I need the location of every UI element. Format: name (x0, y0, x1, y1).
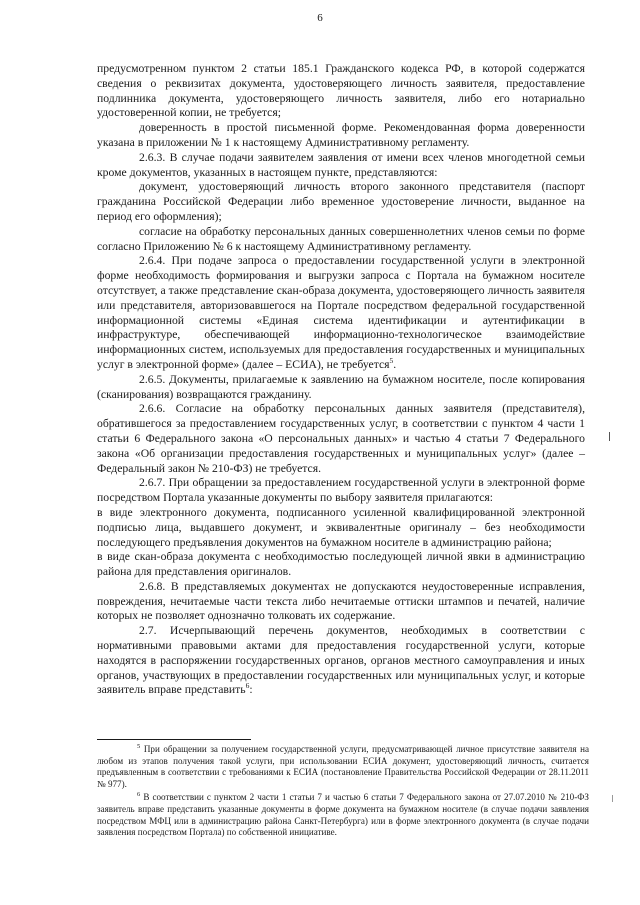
document-body (97, 62, 585, 698)
paragraph: 2.7. Исчерпывающий перечень документов, необходимых в соответствии с нормативными правовыми актами для предоставления государственной услуги, которые находятся в распоряжении государственных органов, органов местного самоуправления и иных органов, участвующих в предоставлении государственных или муниципальных услуг, и которые заявитель вправе представить$^6$: (97, 624, 585, 697)
footnotes (97, 744, 589, 839)
footnote-text: В соответствии с пунктом 2 части 1 статьи 7 и частью 6 статьи 7 Федерального закона от 27.07.2010 № 210-ФЗ заявитель вправе представить указанные документы в форме документа на бумажном носителе (в случае подачи заявления посредством МФЦ или в администрацию района Санкт-Петербурга) или в форме электронного документа (в случае подачи заявления посредством Портала) по собственной инициативе. (97, 792, 589, 838)
footnote-divider (97, 739, 251, 740)
paragraph: 2.6.7. При обращении за предоставлением государственной услуги в электронной форме посредством Портала указанные документы по выбору заявителя прилагаются: (97, 476, 585, 505)
footnote-reference: 6 (245, 681, 250, 691)
paragraph: в виде скан-образа документа с необходимостью последующей личной явки в администрацию района для представления оригиналов. (97, 550, 585, 579)
paragraph: доверенность в простой письменной форме. Рекомендованная форма доверенности указана в приложении № 1 к настоящему Административному регламенту. (97, 121, 585, 149)
footnote (97, 744, 589, 790)
paragraph: предусмотренном пунктом 2 статьи 185.1 Гражданского кодекса РФ, в которой содержатся сведения о реквизитах документа, удостоверяющего личность заявителя, предоставление подлинника документа, удостоверяющего личность заявителя, либо его нотариально удостоверенной копии, не требуется; (97, 62, 585, 120)
paragraph: 2.6.6. Согласие на обработку персональных данных заявителя (представителя), обратившегося за предоставлением государственных услуг, в соответствии с пунктом 4 части 1 статьи 6 Федерального закона «О персональных данных» и частью 4 статьи 7 Федерального закона «Об организации предоставления государственных и муниципальных услуг» (далее – Федеральный закон № 210-ФЗ) не требуется. (97, 402, 585, 475)
paragraph: 2.6.8. В представляемых документах не допускаются неудостоверенные исправления, повреждения, нечитаемые части текста либо нечитаемые оттиски штампов и печатей, наличие которых не позволяет однозначно толковать их содержание. (97, 579, 585, 623)
paragraph: в виде электронного документа, подписанного усиленной квалифицированной электронной подписью лица, выдавшего документ, и эквивалентные оригиналу – без необходимости последующего предъявления документов на бумажном носителе в администрацию района; (97, 505, 585, 549)
paragraph: 2.6.5. Документы, прилагаемые к заявлению на бумажном носителе, после копирования (сканирования) возвращаются гражданину. (97, 372, 585, 401)
footnote-reference: 5 (389, 356, 394, 366)
paragraph-text: 2.7. Исчерпывающий перечень документов, необходимых в соответствии с нормативными правовыми актами для предоставления государственной услуги, которые находятся в распоряжении государственных органов, органов местного самоуправления и иных органов, участвующих в предоставлении государственных или муниципальных услуг, и которые заявитель вправе представить (97, 624, 585, 697)
paragraph: 2.6.3. В случае подачи заявителем заявления от имени всех членов многодетной семьи кроме документов, указанных в настоящем пункте, представляются: (97, 150, 585, 179)
margin-mark (612, 795, 613, 802)
footnote-mark: 5 (137, 742, 141, 750)
footnote-mark: 6 (137, 791, 141, 799)
margin-mark (609, 432, 610, 441)
paragraph: согласие на обработку персональных данных совершеннолетних членов семьи по форме согласно Приложению № 6 к настоящему Административному регламенту. (97, 224, 585, 253)
paragraph: 2.6.4. При подаче запроса о предоставлении государственной услуги в электронной форме необходимость формирования и выгрузки запроса с Портала на бумажном носителе отсутствует, а также представление скан-образа документа, удостоверяющего личность заявителя или представителя, авторизовавшегося на Портале посредством федеральной государственной информационной системы «Единая система идентификации и аутентификации в инфраструктуре, обеспечивающей информационно-технологическое взаимодействие информационных систем, используемых для предоставления государственных и муниципальных услуг в электронной форме» (далее – ЕСИА), не требуется$^5$. (97, 254, 585, 371)
footnote-text: При обращении за получением государственной услуги, предусматривающей личное присутствие заявителя на любом из этапов получения такой услуги, при использовании ЕСИА документ, удостоверяющий личность, считается предъявленным в соответствии с требованиями к ЕСИА (постановление Правительства Российской Федерации от 28.11.2011 № 977). (97, 744, 590, 789)
footnote (97, 792, 589, 838)
paragraph-text: 2.6.4. При подаче запроса о предоставлении государственной услуги в электронной форме необходимость формирования и выгрузки запроса с Портала на бумажном носителе отсутствует, а также представление скан-образа документа, удостоверяющего личность заявителя или представителя, авторизовавшегося на Портале посредством федеральной государственной информационной системы «Единая система идентификации и аутентификации в инфраструктуре, обеспечивающей информационно-технологическое взаимодействие информационных систем, используемых для предоставления государственных и муниципальных услуг в электронной форме» (далее – ЕСИА), не требуется (97, 254, 585, 371)
page-number: 6 (317, 12, 323, 24)
paragraph: документ, удостоверяющий личность второго законного представителя (паспорт гражданина Российской Федерации либо временное удостоверение личности, выданное на период его оформления); (97, 180, 585, 223)
